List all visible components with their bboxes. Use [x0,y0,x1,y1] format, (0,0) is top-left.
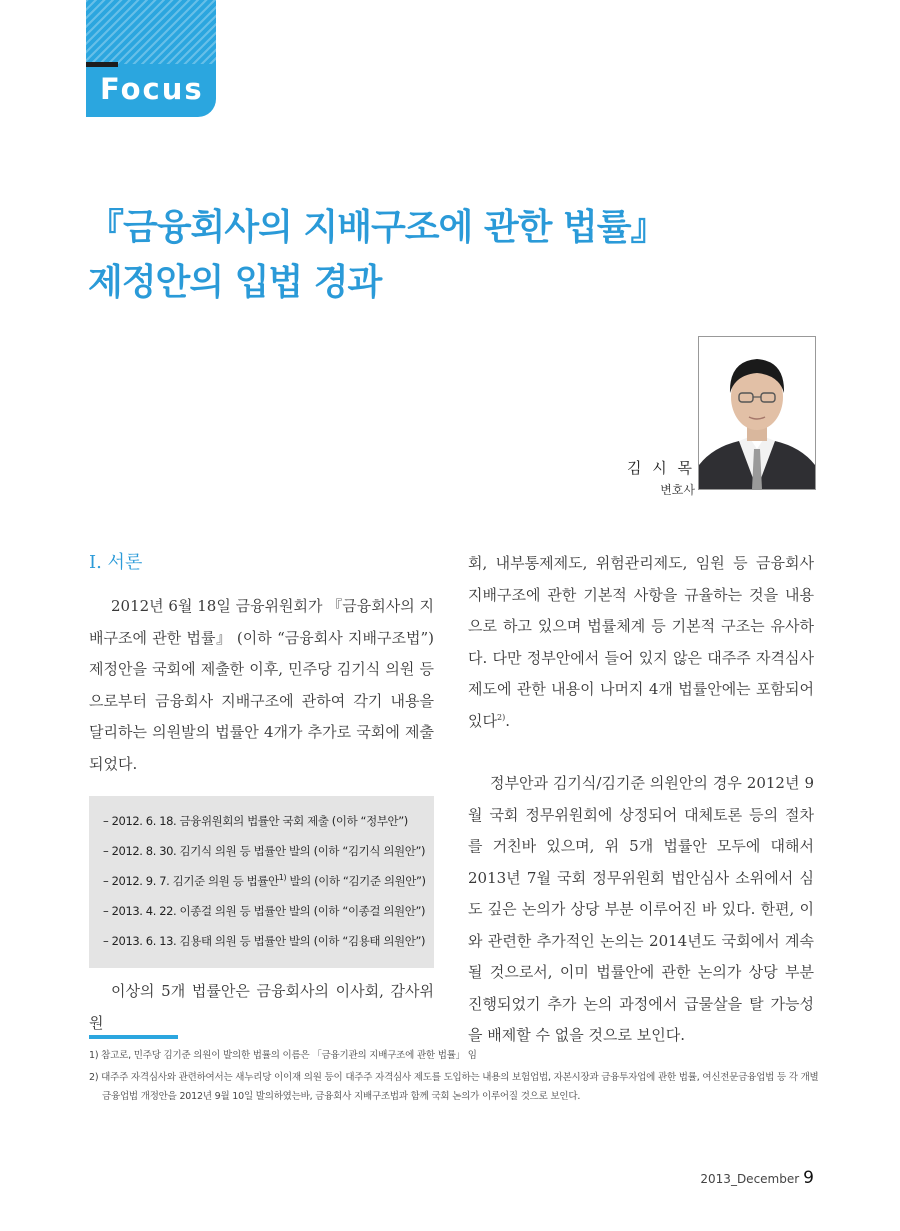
footnote-ref: 1) [278,873,287,883]
paragraph-end: . [505,711,510,730]
bill-list-box [89,796,434,968]
article-title-line2: 제정안의 입법 경과 [88,262,382,303]
author-credit [627,457,695,498]
section-tab-label: Focus [100,72,204,106]
paragraph-continued: 이상의 5개 법률안은 금융회사의 이사회, 감사위원 [89,982,434,1032]
tab-stripe-pattern [86,0,216,64]
author-photo [698,336,816,490]
author-role: 변호사 [660,483,695,497]
section-tab [86,0,216,117]
bill-list-item [103,866,434,896]
author-portrait-image [699,337,815,489]
section-heading: Ⅰ. 서론 [89,552,143,573]
bill-list-item: – 2012. 8. 30. 김기식 의원 등 법률안 발의 (이하 “김기식 의원안”) [103,844,426,858]
author-name: 김 시 목 [626,459,695,477]
issue-label: 2013_December [700,1172,800,1186]
page-number: 9 [803,1168,814,1188]
right-column [468,548,814,1052]
intro-paragraph: 2012년 6월 18일 금융위원회가 『금융회사의 지배구조에 관한 법률』 (이하 “금융회사 지배구조법”) 제정안을 국회에 제출한 이후, 민주당 김기식 의원 등으로부터 금융회사 지배구조에 관하여 각기 내용을 달리하는 의원발의 법률안 4개가 추가로 국회에 제출되었다. [89,597,434,773]
footnote-ref: 2) [496,712,506,722]
bill-list-item: – 2012. 6. 18. 금융위원회의 법률안 국회 제출 (이하 “정부안”) [103,814,408,828]
footnote: 1) 참고로, 민주당 김기준 의원이 발의한 법률의 이름은 「금융기관의 지배구조에 관한 법률」 임 [89,1050,477,1061]
tab-bar-accent [86,62,118,67]
article-title [88,200,665,310]
footnotes [89,1046,819,1109]
bill-list-item-tail: 발의 (이하 “김기준 의원안”) [286,874,426,888]
bill-list-item: – 2013. 6. 13. 김용태 의원 등 법률안 발의 (이하 “김용태 의원안”) [103,934,426,948]
bill-list-item: – 2013. 4. 22. 이종걸 의원 등 법률안 발의 (이하 “이종걸 의원안”) [103,904,426,918]
paragraph-text: 회, 내부통제제도, 위험관리제도, 임원 등 금융회사 지배구조에 관한 기본적 사항을 규율하는 것을 내용으로 하고 있으며 법률체계 등 기본적 구조는 유사하다. 다만 정부안에서 들어 있지 않은 대주주 자격심사 제도에 관한 내용이 나머지 4개 법률안에는 포함되어 있다 [468,554,814,730]
footnote: 2) 대주주 자격심사와 관련하여서는 새누리당 이이재 의원 등이 대주주 자격심사 제도를 도입하는 내용의 보험업법, 자본시장과 금융투자업에 관한 법률, 여신전문금융업법 등 각 개별 금융업법 개정안을 2012년 9월 10일 발의하였는바, 금융회사 지배구조법과 함께 국회 논의가 이루어질 것으로 보인다. [89,1072,819,1102]
bill-list-item-text: – 2012. 9. 7. 김기준 의원 등 법률안 [103,874,279,888]
page-footer [700,1168,814,1188]
paragraph-continuation [468,548,814,737]
paragraph-gap [468,737,814,768]
left-column [89,548,434,1039]
article-title-line1: 『금융회사의 지배구조에 관한 법률』 [88,207,666,248]
legislative-status-paragraph: 정부안과 김기식/김기준 의원안의 경우 2012년 9월 국회 정무위원회에 상정되어 대체토론 등의 절차를 거친바 있으며, 위 5개 법률안 모두에 대해서 2013년 7월 국회 정무위원회 법안심사 소위에서 심도 깊은 논의가 상당 부분 이루어진 바 있다. 한편, 이와 관련한 추가적인 논의는 2014년도 국회에서 계속될 것으로서, 이미 법률안에 관한 논의가 상당 부분 진행되었기 추가 논의 과정에서 급물살을 탈 가능성을 배제할 수 없을 것으로 보인다. [468,774,814,1044]
footnote-divider [89,1035,178,1039]
